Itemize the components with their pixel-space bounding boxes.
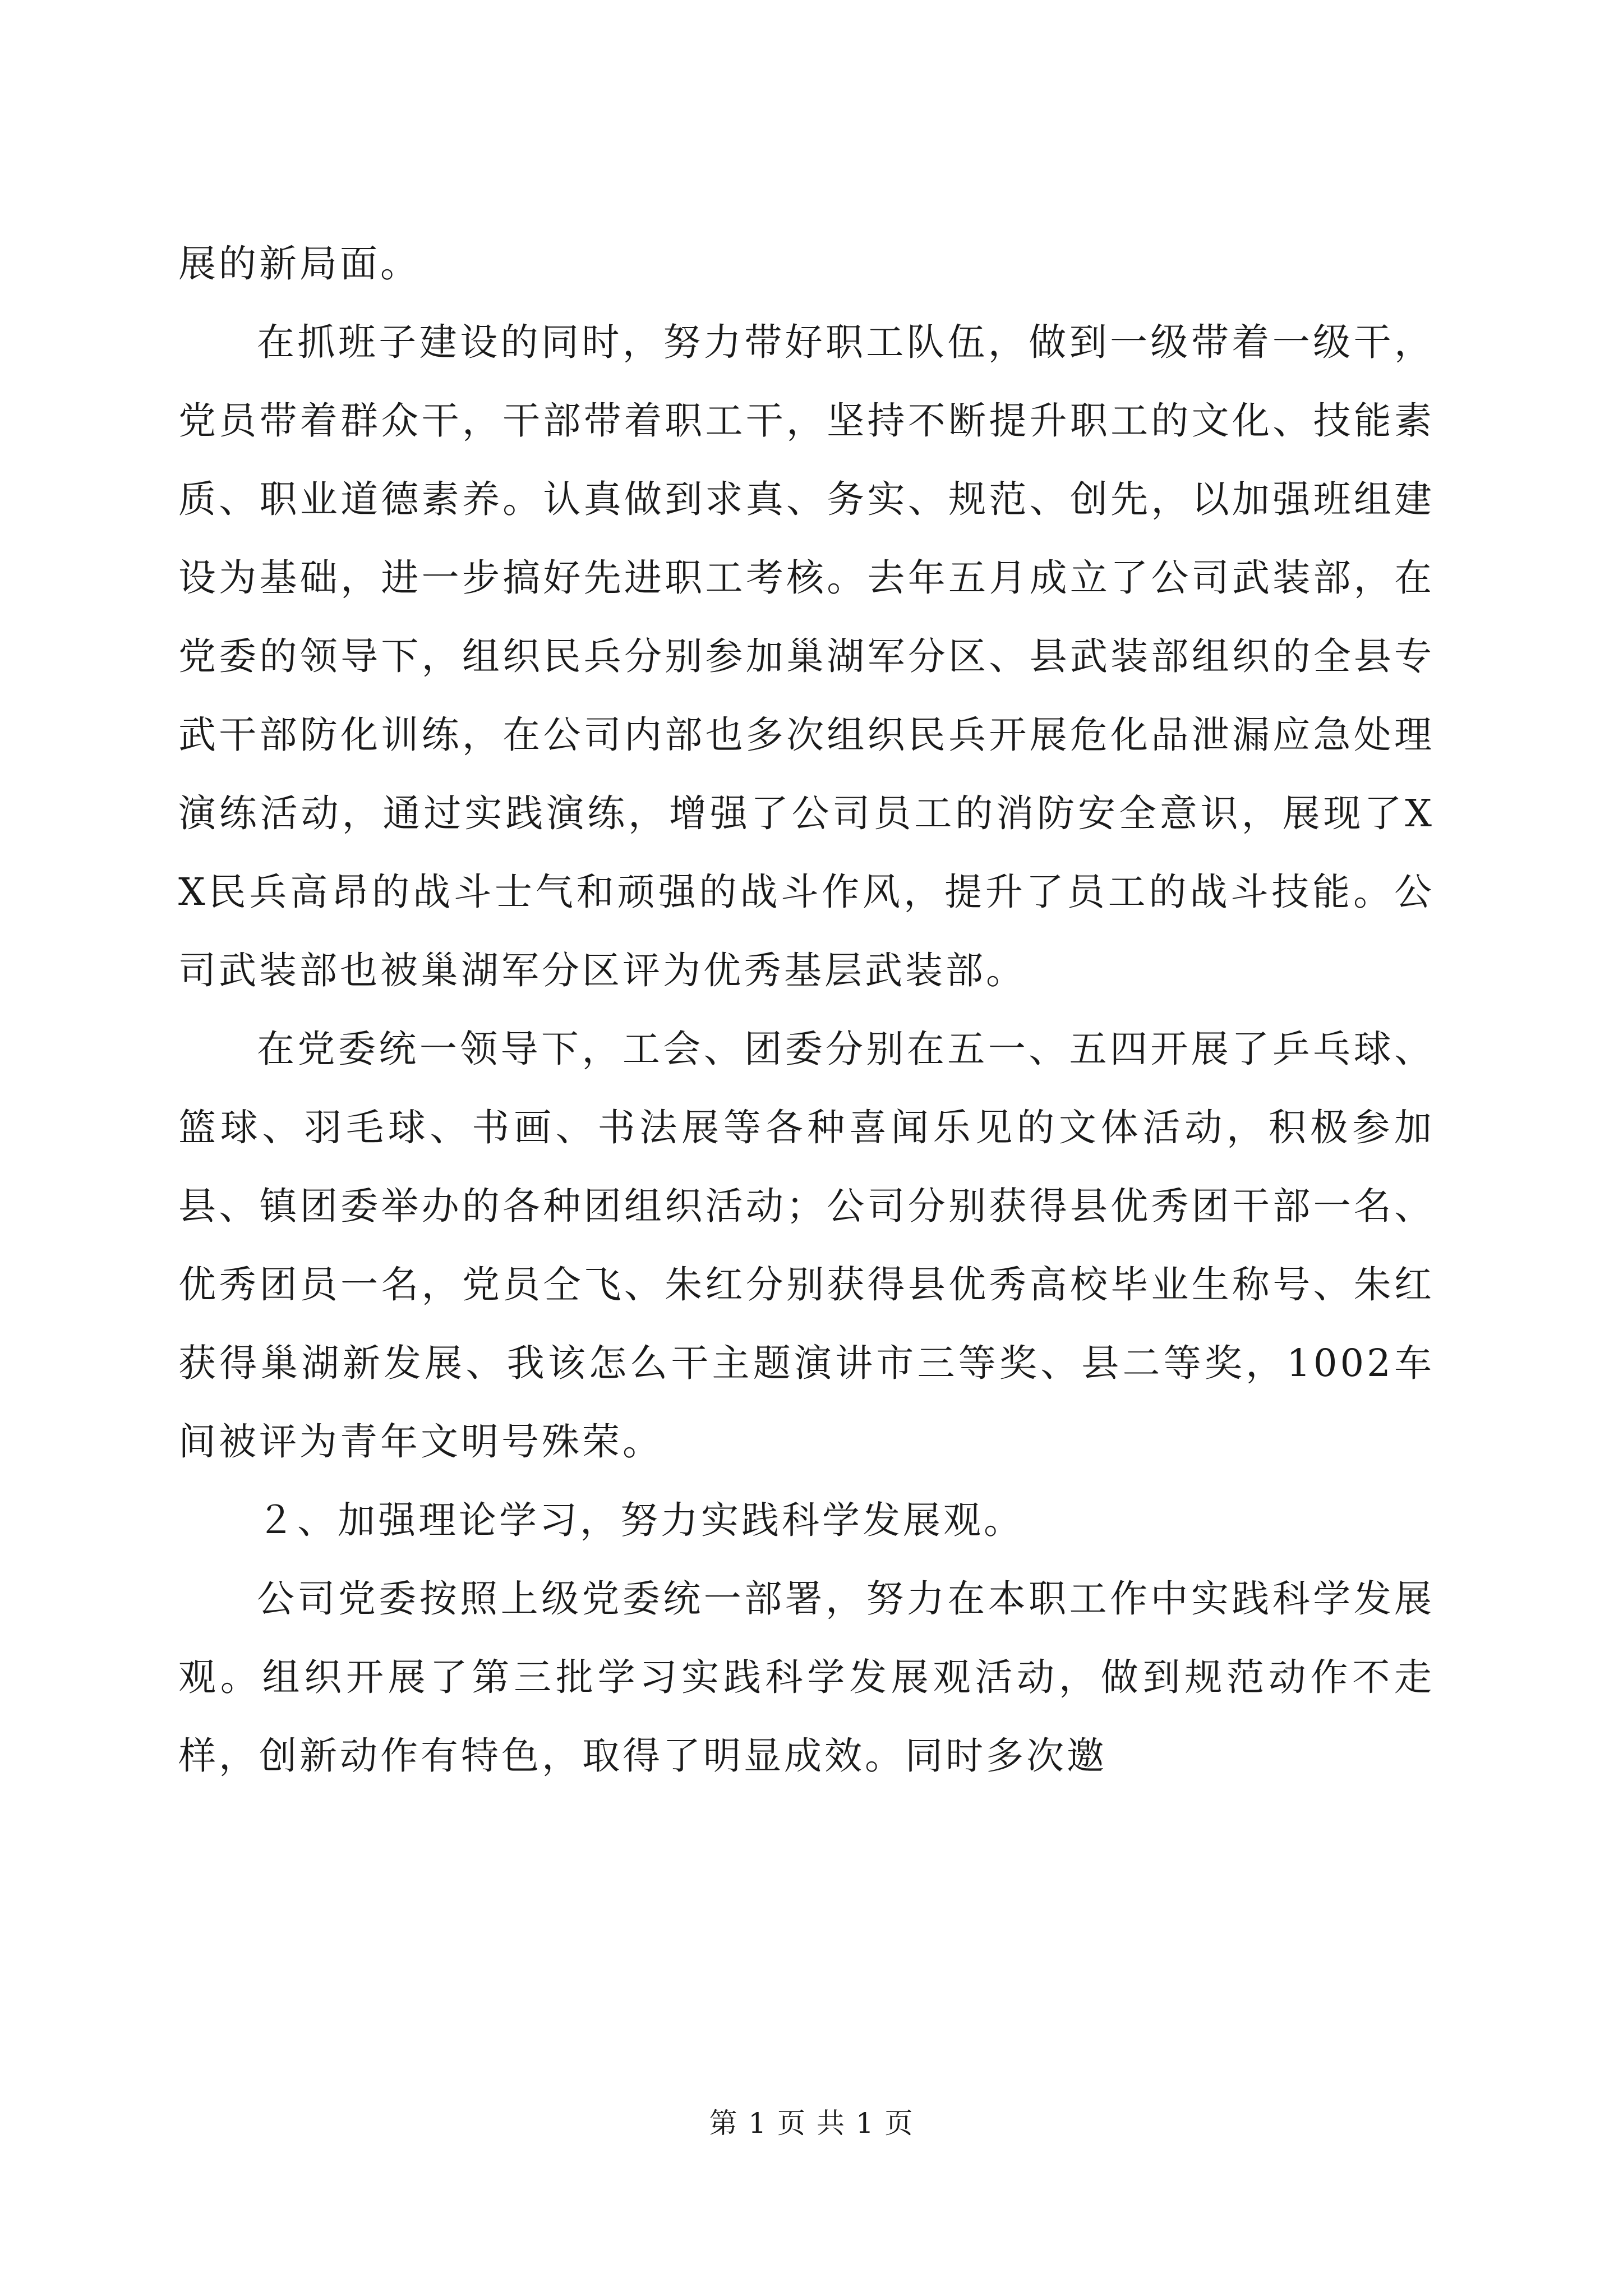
paragraph-4-heading: ２、加强理论学习，努力实践科学发展观。 <box>257 1498 1024 1542</box>
document-body <box>178 224 1435 1795</box>
paragraph-2: 在抓班子建设的同时，努力带好职工队伍，做到一级带着一级干，党员带着群众干，干部带着职工干，坚持不断提升职工的文化、技能素质、职业道德素养。认真做到求真、务实、规范、创先，以加强班组建设为基础，进一步搞好先进职工考核。去年五月成立了公司武装部，在党委的领导下，组织民兵分别参加巢湖军分区、县武装部组织的全县专武干部防化训练，在公司内部也多次组织民兵开展危化品泄漏应急处理演练活动，通过实践演练，增强了公司员工的消防安全意识，展现了XX民兵高昂的战斗士气和顽强的战斗作风，提升了员工的战斗技能。公司武装部也被巢湖军分区评为优秀基层武装部。 <box>178 320 1435 992</box>
paragraph-5: 公司党委按照上级党委统一部署，努力在本职工作中实践科学发展观。组织开展了第三批学习实践科学发展观活动，做到规范动作不走样，创新动作有特色，取得了明显成效。同时多次邀 <box>178 1577 1435 1778</box>
paragraph-1: 展的新局面。 <box>178 242 421 286</box>
paragraph-3: 在党委统一领导下，工会、团委分别在五一、五四开展了乒乓球、篮球、羽毛球、书画、书法展等各种喜闻乐见的文体活动，积极参加县、镇团委举办的各种团组织活动；公司分别获得县优秀团干部一名、优秀团员一名，党员仝飞、朱红分别获得县优秀高校毕业生称号、朱红获得巢湖新发展、我该怎么干主题演讲市三等奖、县二等奖，1002车间被评为青年文明号殊荣。 <box>178 1027 1435 1464</box>
page-footer: 第 1 页 共 1 页 <box>709 2107 914 2139</box>
